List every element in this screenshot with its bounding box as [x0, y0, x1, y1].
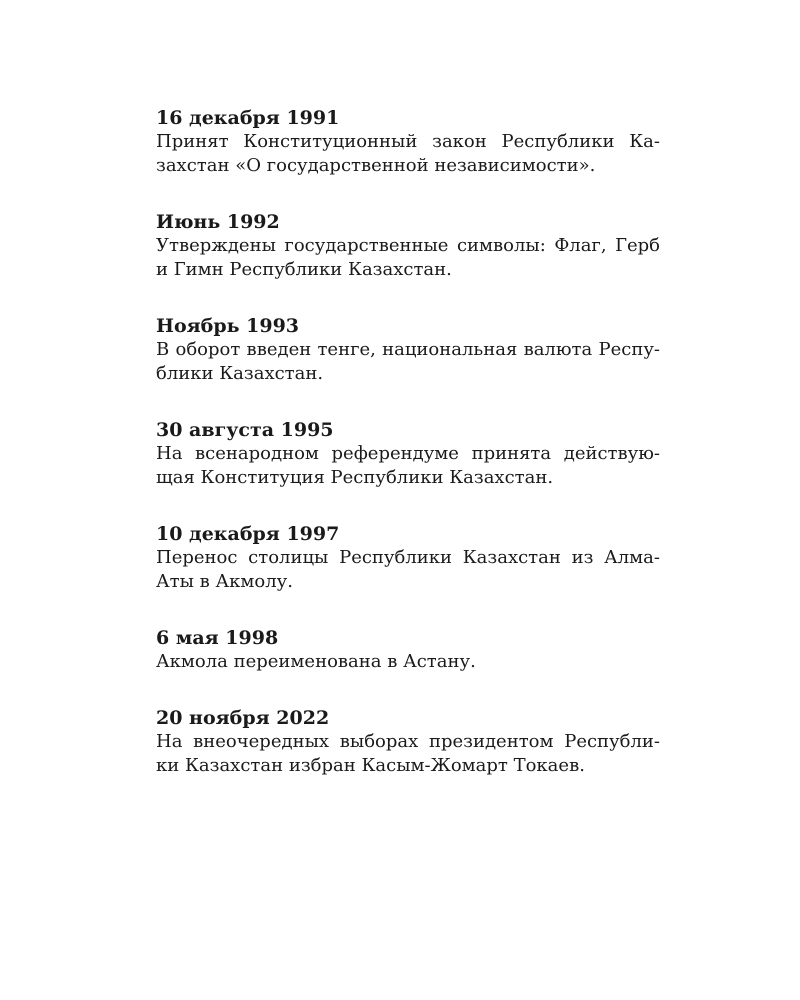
timeline-entry	[156, 706, 660, 778]
entry-text-line: Акмола переименована в Астану.	[156, 651, 476, 672]
entry-text-line: Перенос столицы Республики Казахстан из Алма-	[156, 547, 660, 568]
entry-date: Ноябрь 1993	[156, 315, 300, 337]
entry-date: 6 мая 1998	[156, 627, 279, 649]
entry-text-line: блики Казахстан.	[156, 363, 324, 384]
entry-text-line: На всенародном референдуме принята действую-	[156, 443, 660, 464]
entry-text	[156, 650, 660, 674]
entry-text	[156, 338, 660, 386]
timeline-entry	[156, 418, 660, 490]
entry-text-line: В оборот введен тенге, национальная валюта Респу-	[156, 339, 660, 360]
entry-text-line: Аты в Акмолу.	[156, 571, 293, 592]
entry-text	[156, 442, 660, 490]
timeline	[156, 106, 660, 810]
entry-date: 20 ноября 2022	[156, 707, 330, 729]
entry-date: Июнь 1992	[156, 211, 280, 233]
entry-date: 30 августа 1995	[156, 419, 334, 441]
entry-text-line: ки Казахстан избран Касым-Жомарт Токаев.	[156, 755, 585, 776]
timeline-entry	[156, 210, 660, 282]
entry-text-line: щая Конституция Республики Казахстан.	[156, 467, 554, 488]
entry-text-line: захстан «О государственной независимости».	[156, 155, 596, 176]
entry-text-line: На внеочередных выборах президентом Республи-	[156, 731, 660, 752]
entry-text	[156, 730, 660, 778]
entry-date: 16 декабря 1991	[156, 107, 340, 129]
entry-text	[156, 234, 660, 282]
timeline-entry	[156, 314, 660, 386]
entry-text	[156, 130, 660, 178]
timeline-entry	[156, 106, 660, 178]
entry-text-line: и Гимн Республики Казахстан.	[156, 259, 452, 280]
timeline-entry	[156, 626, 660, 674]
entry-text-line: Утверждены государственные символы: Флаг, Герб	[156, 235, 660, 256]
entry-text-line: Принят Конституционный закон Республики Ка-	[156, 131, 660, 152]
entry-text	[156, 546, 660, 594]
timeline-entry	[156, 522, 660, 594]
entry-date: 10 декабря 1997	[156, 523, 340, 545]
